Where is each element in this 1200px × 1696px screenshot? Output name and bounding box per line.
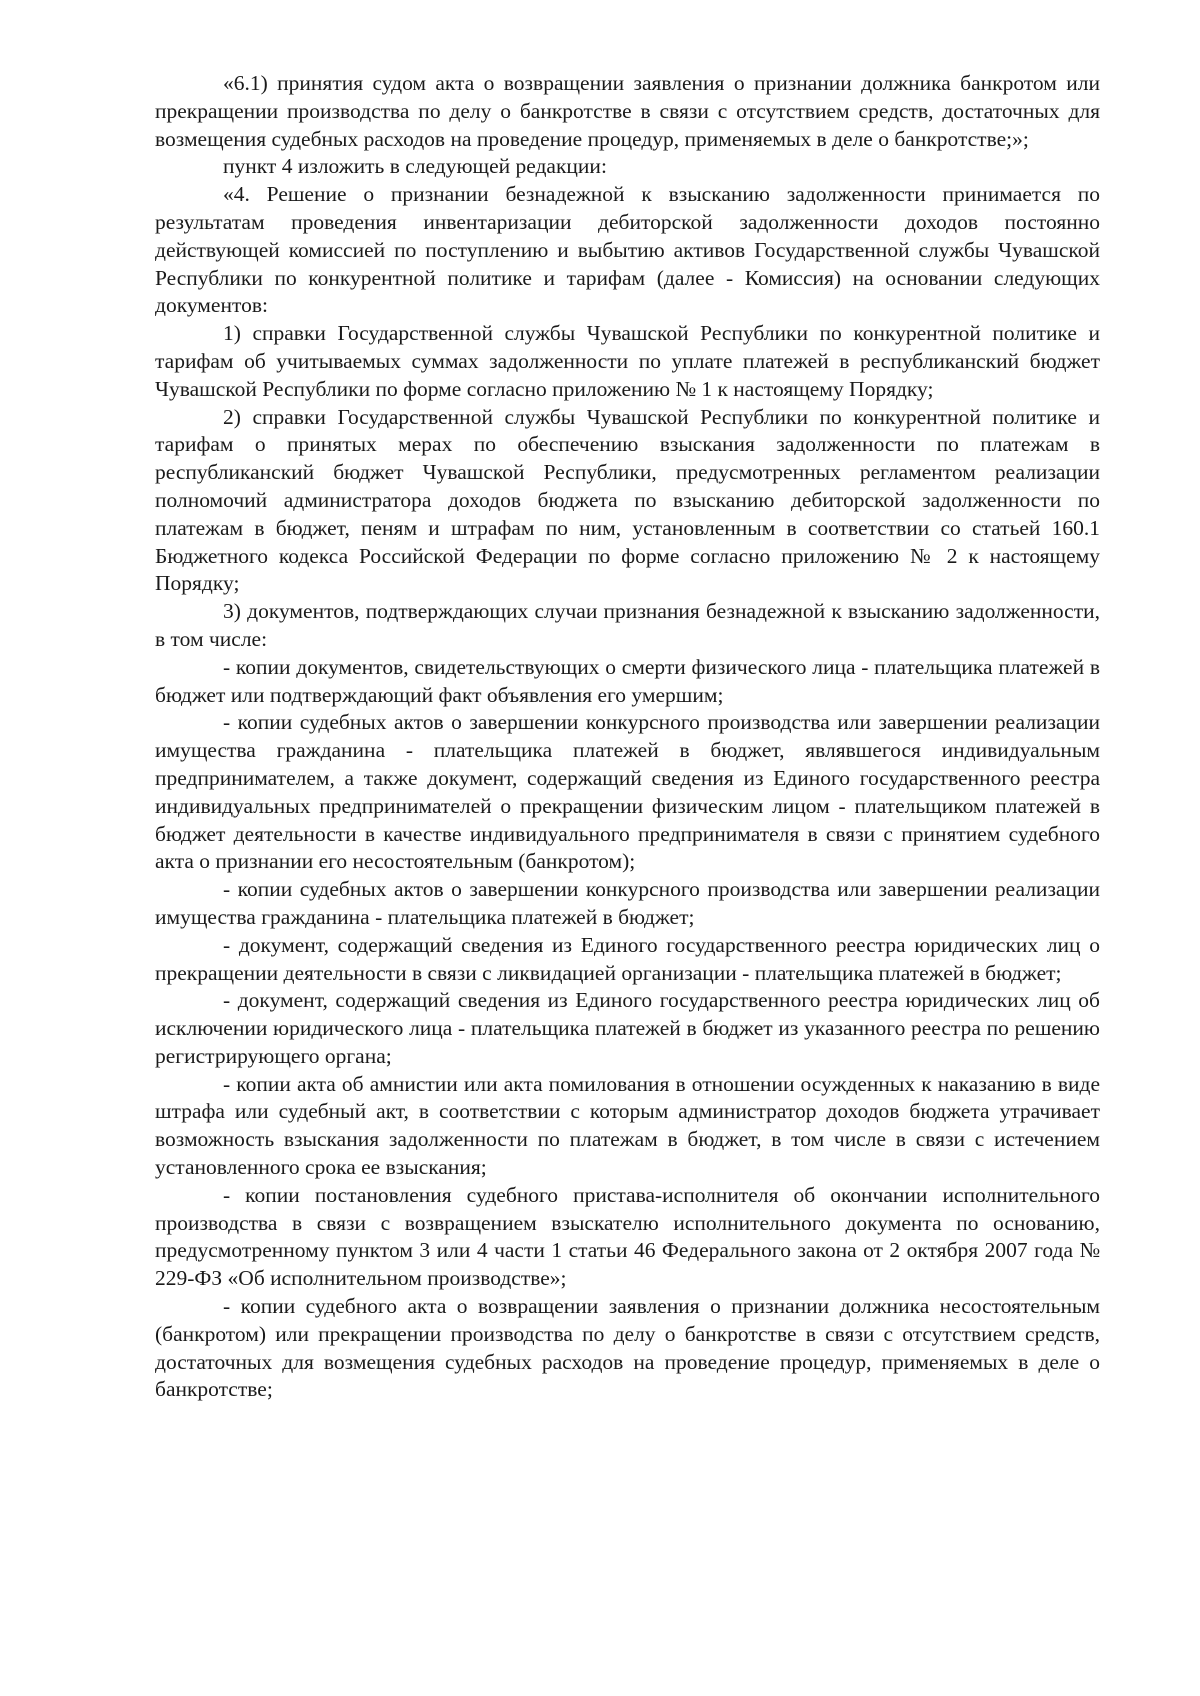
paragraph-amend-point-4: пункт 4 изложить в следующей редакции:	[223, 154, 607, 179]
list-item-death-documents: - копии документов, свидетельствующих о смерти физического лица - плательщика платежей в бюджет или подтверждающий факт объявления его умершим;	[155, 654, 1100, 707]
list-item-amnesty: - копии акта об амнистии или акта помилования в отношении осужденных к наказанию в виде штрафа или судебный акт, в соответствии с которым администратор доходов бюджета утрачивает возможность взыскания задолженности по платежам в бюджет, в том числе в связи с истечением установленного срока ее взыскания;	[155, 1071, 1100, 1180]
document-page	[155, 70, 1100, 1404]
list-item-bailiff-resolution: - копии постановления судебного пристава-исполнителя об окончании исполнительного производства в связи с возвращением взыскателю исполнительного документа по основанию, предусмотренному пунктом 3 или 4 части 1 статьи 46 Федерального закона от 2 октября 2007 года № 229-ФЗ «Об исполнительном производстве»;	[155, 1182, 1100, 1291]
list-item-court-act-return: - копии судебного акта о возвращении заявления о признании должника несостоятельным (банкротом) или прекращении производства по делу о банкротстве в связи с отсутствием средств, достаточных для возмещения судебных расходов на проведение процедур, применяемых в деле о банкротстве;	[155, 1294, 1100, 1402]
paragraph-item-2: 2) справки Государственной службы Чувашской Республики по конкурентной политике и тарифам о принятых мерах по обеспечению взыскания задолженности по платежам в республиканский бюджет Чувашской Республики, предусмотренных регламентом реализации полномочий администратора доходов бюджета по взысканию дебиторской задолженности по платежам в бюджет, пеням и штрафам по ним, установленным в соответствии со статьей 160.1 Бюджетного кодекса Российской Федерации по форме согласно приложению № 2 к настоящему Порядку;	[155, 404, 1100, 596]
paragraph-6-1: «6.1) принятия судом акта о возвращении заявления о признании должника банкротом или прекращении производства по делу о банкротстве в связи с отсутствием средств, достаточных для возмещения судебных расходов на проведение процедур, применяемых в деле о банкротстве;»;	[155, 71, 1100, 151]
paragraph-item-1: 1) справки Государственной службы Чувашской Республики по конкурентной политике и тарифам об учитываемых суммах задолженности по уплате платежей в республиканский бюджет Чувашской Республики по форме согласно приложению № 1 к настоящему Порядку;	[155, 321, 1100, 401]
list-item-citizen-bankruptcy: - копии судебных актов о завершении конкурсного производства или завершении реализации имущества гражданина - плательщика платежей в бюджет;	[155, 877, 1100, 929]
list-item-liquidation: - документ, содержащий сведения из Единого государственного реестра юридических лиц о прекращении деятельности в связи с ликвидацией организации - плательщика платежей в бюджет;	[155, 932, 1100, 985]
list-item-entrepreneur-bankruptcy: - копии судебных актов о завершении конкурсного производства или завершении реализации имущества гражданина - плательщика платежей в бюджет, являвшегося индивидуальным предпринимателем, а также документ, содержащий сведения из Единого государственного реестра индивидуальных предпринимателей о прекращении физическим лицом - плательщиком платежей в бюджет деятельности в качестве индивидуального предпринимателя в связи с принятием судебного акта о признании его несостоятельным (банкротом);	[155, 710, 1100, 874]
list-item-exclusion-from-registry: - документ, содержащий сведения из Единого государственного реестра юридических лиц об исключении юридического лица - плательщика платежей в бюджет из указанного реестра по решению регистрирующего органа;	[155, 988, 1100, 1068]
paragraph-item-3: 3) документов, подтверждающих случаи признания безнадежной к взысканию задолженности, в том числе:	[155, 599, 1100, 651]
paragraph-point-4: «4. Решение о признании безнадежной к взысканию задолженности принимается по результатам проведения инвентаризации дебиторской задолженности доходов постоянно действующей комиссией по поступлению и выбытию активов Государственной службы Чувашской Республики по конкурентной политике и тарифам (далее - Комиссия) на основании следующих документов:	[155, 182, 1100, 318]
